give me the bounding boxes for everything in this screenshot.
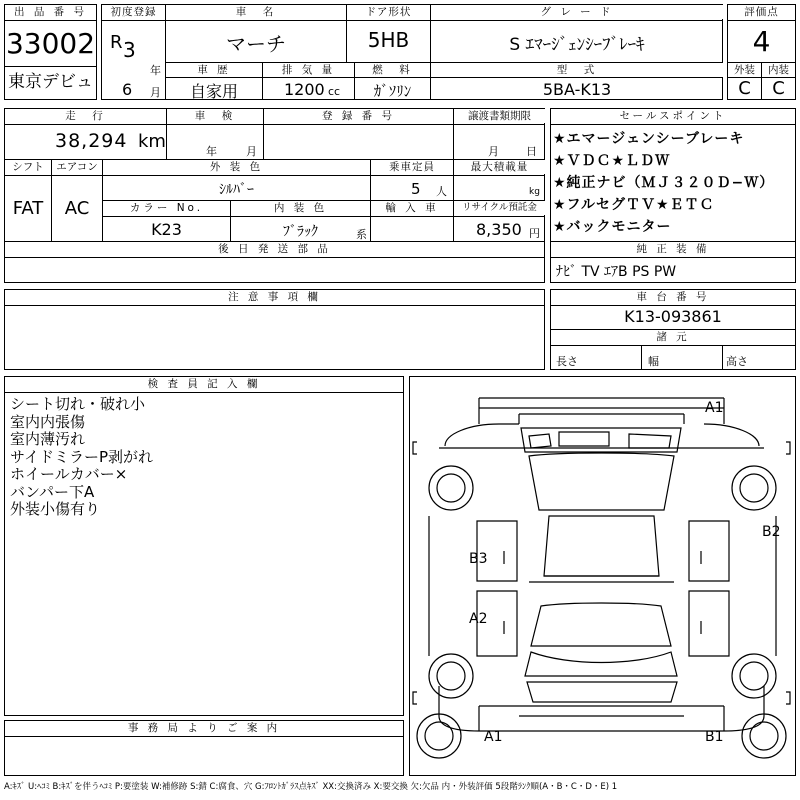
car-name-label: 車 名 — [166, 5, 346, 19]
color-no-label: カラー No. — [103, 201, 230, 215]
fuel-value: ｶﾞｿﾘﾝ — [373, 82, 412, 100]
exterior-grade: C — [738, 78, 751, 99]
transfer-day-unit: 日 — [526, 145, 537, 158]
legend-text: A:ｷｽﾞ U:ﾍｺﾐ B:ｷｽﾞを伴うﾍｺﾐ P:要塗装 W:補修跡 S:錆 C:腐食、穴 G:ﾌﾛﾝﾄｶﾞﾗｽ点ｷｽﾞ XX:交換済み X:要交換 欠:欠品 内・外装評価 5段階ﾗﾝｸ順(A・B・C・D・E) 1 — [4, 782, 618, 792]
exterior-label: 外装 — [728, 63, 761, 77]
mileage-unit: km — [138, 131, 166, 152]
door-label: ドア形状 — [347, 5, 430, 19]
color-no-value: K23 — [151, 220, 182, 239]
office-label: 事 務 局 よ り ご 案 内 — [5, 721, 403, 735]
chassis-number: K13-093861 — [624, 307, 722, 326]
inspector-note: 外装小傷有り — [10, 500, 101, 518]
debut-label: 東京デビュ — [8, 72, 93, 92]
grade-label: グ レ ー ド — [431, 5, 723, 19]
ext-color-label: 外 装 色 — [103, 160, 370, 174]
recycle-unit: 円 — [529, 227, 540, 240]
fuel-label: 燃 料 — [355, 63, 430, 77]
damage-mark-rear-left: A1 — [484, 729, 503, 745]
load-unit: kg — [529, 187, 540, 197]
transfer-month-unit: 月 — [488, 145, 499, 158]
displacement-value: 1200 — [284, 80, 325, 99]
month-value: 6 — [122, 80, 133, 99]
sales-point-item: ★バックモニター — [553, 219, 672, 235]
int-color-value: ﾌﾞﾗｯｸ — [283, 224, 318, 240]
int-color-unit: 系 — [356, 228, 367, 241]
notes-label: 注 意 事 項 欄 — [5, 290, 544, 304]
inspection-month-unit: 月 — [246, 145, 257, 158]
inspector-note: 室内薄汚れ — [10, 430, 86, 448]
sales-points-list — [553, 128, 795, 238]
car-diagram — [409, 376, 796, 776]
seats-value: 5 — [411, 180, 421, 198]
recycle-value: 8,350 — [476, 220, 522, 239]
ac-value: AC — [64, 198, 90, 219]
damage-mark-left-upper: B3 — [469, 551, 488, 567]
sales-point-item: ★ＶＤＣ★ＬＤＷ — [553, 153, 671, 169]
damage-mark-rear-right: B1 — [705, 729, 724, 745]
first-reg-label: 初度登録 — [102, 5, 165, 19]
inspector-notes — [10, 396, 400, 519]
damage-mark-left-lower: A2 — [469, 611, 488, 627]
length-label: 長さ — [556, 355, 578, 368]
inspector-note: サイドミラーP剥がれ — [10, 447, 153, 466]
ac-label: エアコン — [52, 160, 102, 174]
displacement-label: 排 気 量 — [263, 63, 354, 77]
reg-number-label: 登 録 番 号 — [264, 109, 453, 123]
grade-value: S ｴﾏｰｼﾞｪﾝｼｰﾌﾞﾚｰｷ — [509, 35, 645, 55]
year-unit: 年 — [150, 64, 161, 77]
shift-value: FAT — [12, 198, 44, 219]
damage-mark-right-side: B2 — [762, 524, 781, 540]
sales-point-item: ★フルセグＴＶ★ＥＴＣ — [553, 197, 715, 213]
inspector-label: 検 査 員 記 入 欄 — [5, 377, 403, 391]
displacement-unit: cc — [328, 85, 341, 98]
model-code-value: 5BA-K13 — [542, 80, 612, 99]
interior-label: 内装 — [762, 63, 795, 77]
inspection-label: 車 検 — [167, 109, 263, 123]
inspector-note: 室内内張傷 — [10, 412, 86, 431]
damage-mark-front-right: A1 — [705, 400, 724, 416]
door-value: 5HB — [367, 28, 410, 52]
equipment-label: 純 正 装 備 — [551, 242, 795, 256]
transfer-doc-label: 譲渡書類期限 — [454, 109, 545, 123]
chassis-label: 車 台 番 号 — [551, 290, 795, 304]
sales-point-item: ★エマージェンシーブレーキ — [553, 131, 745, 147]
import-label: 輸 入 車 — [371, 201, 453, 215]
lot-label: 出 品 番 号 — [5, 5, 96, 19]
history-label: 車 歴 — [166, 63, 262, 77]
sales-point-item: ★純正ナビ（ＭＪ３２０Ｄ−Ｗ） — [553, 175, 775, 191]
mileage-value: 38,294 — [55, 130, 128, 152]
equipment-value: ﾅﾋﾞ TV ｴｱB PS PW — [556, 264, 677, 280]
lot-number: 33002 — [5, 27, 96, 60]
width-label: 幅 — [648, 355, 659, 368]
year-value: 3 — [123, 38, 136, 62]
model-code-label: 型 式 — [431, 63, 723, 77]
inspector-note: ホイールカバー× — [10, 465, 128, 483]
shift-label: シフト — [5, 160, 51, 174]
score-value: 4 — [752, 25, 771, 58]
era-value: R — [110, 32, 123, 53]
int-color-label: 内 装 色 — [231, 201, 370, 215]
sales-points-label: セールスポイント — [551, 109, 795, 123]
seats-unit: 人 — [436, 185, 447, 198]
inspection-year-unit: 年 — [206, 145, 217, 158]
inspector-note: バンパー下A — [10, 482, 95, 501]
month-unit: 月 — [150, 86, 161, 99]
seats-label: 乗車定員 — [371, 160, 453, 174]
mileage-label: 走 行 — [5, 109, 166, 123]
load-label: 最大積載量 — [454, 160, 545, 174]
height-label: 高さ — [726, 355, 748, 368]
score-label: 評価点 — [728, 5, 795, 19]
ext-color-value: ｼﾙﾊﾞｰ — [219, 182, 254, 198]
inspector-note: シート切れ・破れ小 — [10, 395, 146, 413]
history-value: 自家用 — [189, 82, 238, 101]
interior-grade: C — [772, 78, 785, 99]
later-parts-label: 後 日 発 送 部 品 — [5, 242, 544, 256]
car-name: マーチ — [226, 32, 286, 56]
dims-label: 諸 元 — [551, 330, 795, 344]
recycle-label: リサイクル預託金 — [454, 201, 545, 215]
